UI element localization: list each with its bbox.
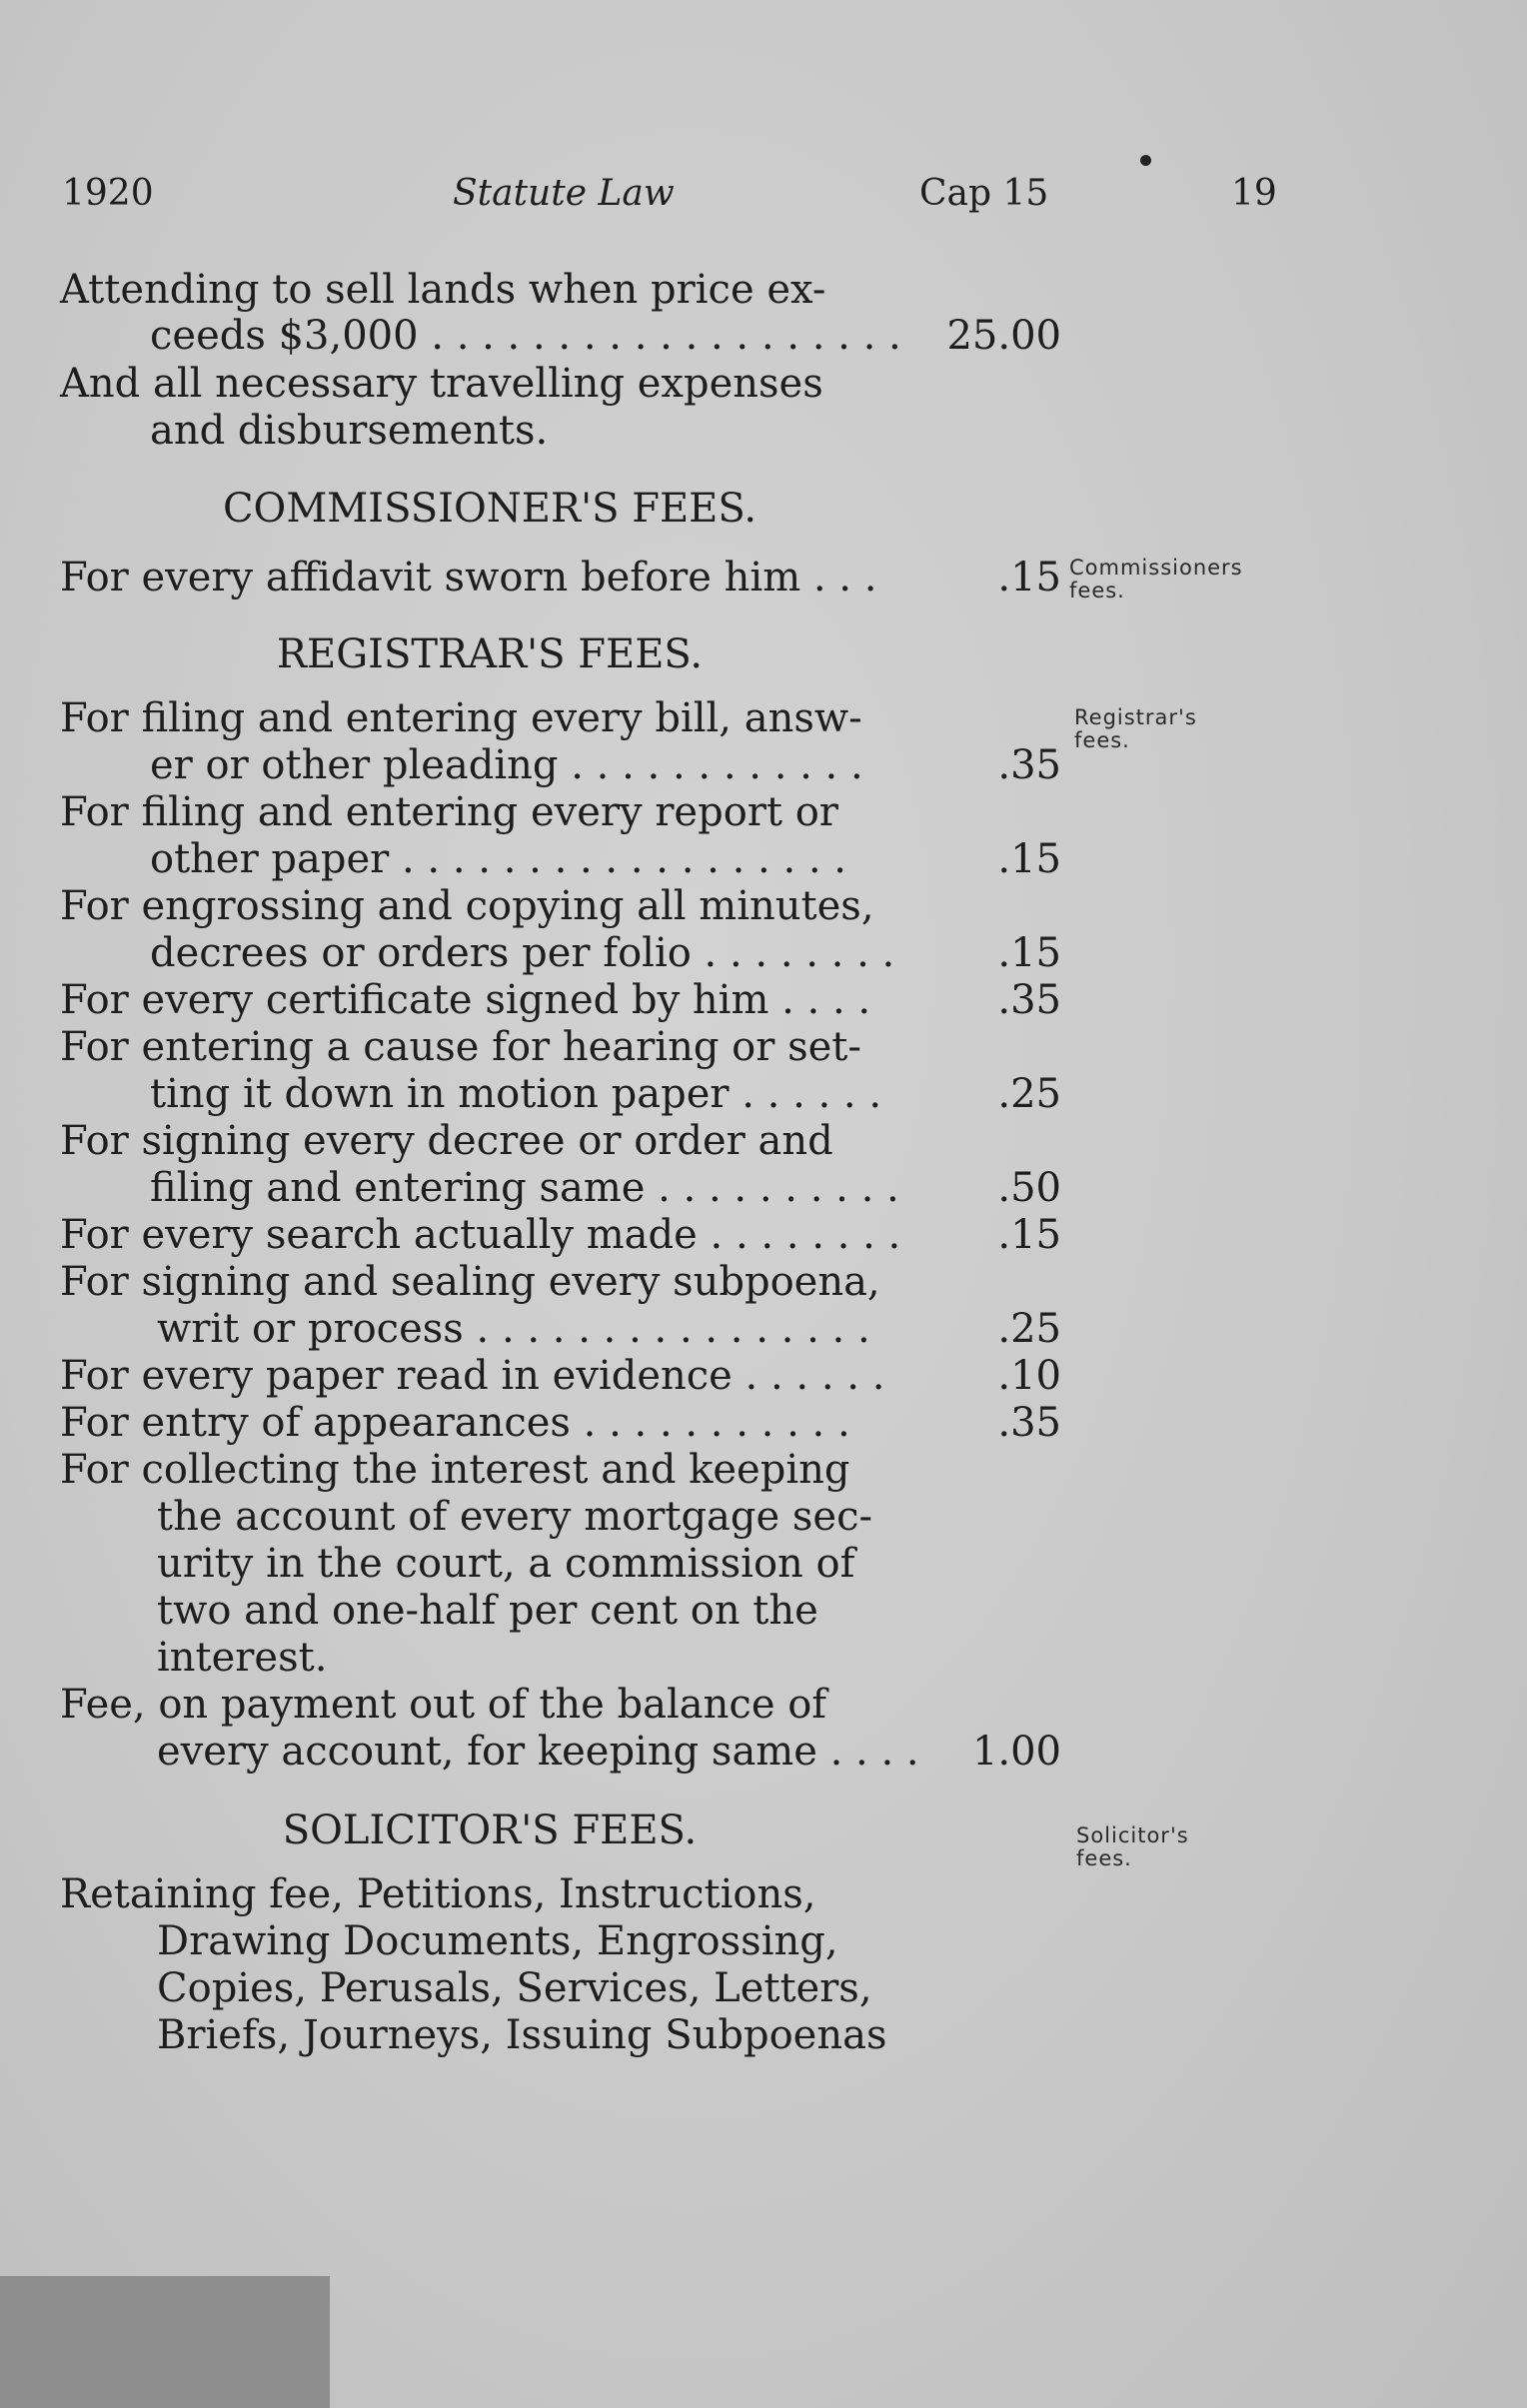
corner-shadow (0, 2276, 330, 2408)
header-cap: Cap 15 (919, 173, 1049, 214)
fee-amount: .15 (997, 836, 1061, 882)
text-line: For every certificate signed by him . . . . (60, 977, 871, 1023)
text-line: ceeds $3,000 . . . . . . . . . . . . . . . . . . . (150, 313, 901, 359)
text-line: ting it down in motion paper . . . . . . (150, 1071, 882, 1117)
fee-amount: 1.00 (971, 1729, 1061, 1775)
text-line: For filing and entering every bill, answ- (60, 695, 862, 741)
fee-amount: .10 (997, 1353, 1061, 1399)
fee-amount: .25 (997, 1306, 1061, 1352)
text-line: Retaining fee, Petitions, Instructions, (60, 1871, 816, 1917)
section-heading-registrar: REGISTRAR'S FEES. (276, 631, 704, 677)
text-line: writ or process . . . . . . . . . . . . . . . . (157, 1306, 870, 1352)
text-line: For collecting the interest and keeping (60, 1447, 850, 1493)
text-line: For engrossing and copying all minutes, (60, 883, 874, 929)
section-heading-solicitor: SOLICITOR'S FEES. (282, 1807, 698, 1853)
ink-dot (1140, 155, 1151, 166)
fee-amount: .50 (997, 1165, 1061, 1211)
text-line: other paper . . . . . . . . . . . . . . . . . . (150, 836, 847, 882)
text-line: every account, for keeping same . . . . (157, 1729, 919, 1775)
text-line: the account of every mortgage sec- (157, 1494, 873, 1540)
text-line: Attending to sell lands when price ex- (60, 267, 826, 313)
text-line: urity in the court, a commission of (157, 1541, 855, 1587)
fee-amount: .15 (997, 555, 1061, 601)
header-year: 1920 (62, 173, 154, 214)
text-line: For every search actually made . . . . . . . . (60, 1212, 901, 1258)
margin-note-solicitor: Solicitor's fees. (1076, 1823, 1189, 1870)
text-line: er or other pleading . . . . . . . . . . . . (150, 742, 863, 788)
fee-amount: .15 (997, 930, 1061, 976)
section-heading-commissioner: COMMISSIONER'S FEES. (222, 486, 758, 532)
fee-amount: 25.00 (946, 313, 1061, 359)
text-line: Briefs, Journeys, Issuing Subpoenas (157, 2012, 887, 2058)
text-line: filing and entering same . . . . . . . . . . (150, 1165, 899, 1211)
text-line: And all necessary travelling expenses (60, 361, 823, 407)
fee-amount: .35 (997, 1400, 1061, 1446)
text-line: For every paper read in evidence . . . . . . (60, 1353, 885, 1399)
fee-amount: .35 (997, 977, 1061, 1023)
text-line: For every affidavit sworn before him . . . (60, 555, 877, 601)
margin-note-commissioners: Commissioners fees. (1069, 556, 1243, 602)
text-line: For signing and sealing every subpoena, (60, 1259, 880, 1305)
text-line: For entry of appearances . . . . . . . . . . . (60, 1400, 850, 1446)
fee-amount: .25 (997, 1071, 1061, 1117)
text-line: and disbursements. (150, 408, 549, 454)
fee-amount: .15 (997, 1212, 1061, 1258)
text-line: For entering a cause for hearing or set- (60, 1024, 861, 1070)
fee-amount: .35 (997, 742, 1061, 788)
text-line: For filing and entering every report or (60, 789, 838, 835)
text-line: Fee, on payment out of the balance of (60, 1682, 827, 1728)
text-line: For signing every decree or order and (60, 1118, 833, 1164)
text-line: decrees or orders per folio . . . . . . . . (150, 930, 895, 976)
margin-note-registrar: Registrar's fees. (1074, 705, 1197, 752)
text-line: Copies, Perusals, Services, Letters, (157, 1965, 872, 2011)
header-title: Statute Law (453, 173, 675, 214)
header-page-number: 19 (1231, 173, 1277, 214)
text-line: Drawing Documents, Engrossing, (157, 1918, 838, 1964)
text-line: interest. (157, 1635, 328, 1681)
text-line: two and one-half per cent on the (157, 1588, 818, 1634)
